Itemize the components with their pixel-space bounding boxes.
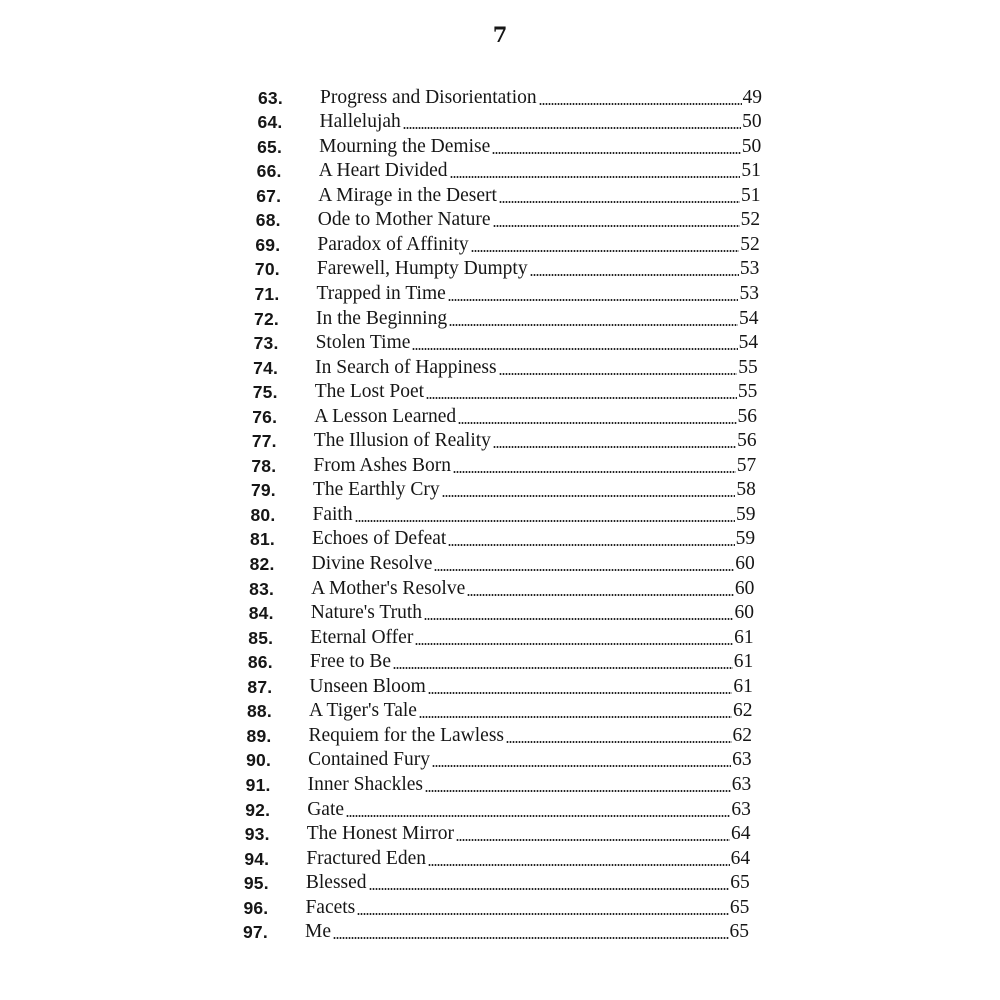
toc-entry: [248, 649, 753, 674]
entry-page-number: 52: [740, 233, 760, 255]
entry-number: 75.: [252, 382, 278, 403]
entry-title-wrap: [312, 553, 736, 575]
entry-number: 77.: [251, 431, 277, 452]
entry-number: 94.: [244, 848, 270, 869]
entry-title: Trapped in Time: [316, 282, 446, 304]
entry-page-number: 54: [739, 307, 759, 329]
entry-title-wrap: [320, 87, 743, 109]
entry-title-wrap: [309, 676, 733, 698]
entry-number: 72.: [254, 308, 279, 329]
entry-page-number: 53: [739, 282, 759, 304]
entry-title: In the Beginning: [316, 307, 448, 329]
entry-page-number: 61: [734, 626, 754, 648]
toc-entry: [254, 280, 758, 305]
dot-leader: [369, 888, 730, 890]
entry-number: 71.: [254, 283, 280, 304]
entry-page-number: 55: [738, 356, 758, 378]
entry-title: Stolen Time: [315, 332, 411, 354]
entry-page-number: 59: [736, 503, 756, 525]
toc-entry: [247, 698, 752, 723]
page-number: 7: [492, 22, 508, 47]
entry-title: A Tiger's Tale: [308, 700, 417, 722]
entry-title-wrap: [311, 578, 735, 600]
entry-title-wrap: [307, 799, 731, 821]
entry-title-wrap: [308, 774, 732, 796]
entry-title-wrap: [305, 897, 729, 919]
entry-page-number: 51: [741, 160, 761, 182]
entry-title: Inner Shackles: [307, 773, 423, 795]
entry-title: Eternal Offer: [310, 626, 414, 648]
dot-leader: [492, 152, 740, 154]
dot-leader: [471, 250, 740, 252]
entry-title-wrap: [317, 234, 740, 256]
entry-number: 79.: [250, 480, 276, 501]
entry-title-wrap: [307, 823, 731, 845]
entry-page-number: 60: [734, 577, 755, 599]
entry-title: The Honest Mirror: [306, 823, 455, 845]
entry-title-wrap: [316, 308, 739, 330]
entry-number: 86.: [247, 652, 273, 673]
entry-title: Fractured Eden: [306, 847, 426, 869]
entry-title: Faith: [312, 503, 353, 525]
entry-number: 87.: [247, 676, 273, 697]
dot-leader: [355, 520, 735, 522]
entry-title: Gate: [307, 798, 345, 820]
entry-number: 69.: [255, 234, 281, 255]
entry-title: Paradox of Affinity: [317, 233, 469, 255]
entry-number: 89.: [246, 725, 272, 746]
entry-number: 93.: [244, 824, 270, 845]
entry-page-number: 59: [735, 528, 756, 550]
entry-title: Echoes of Defeat: [312, 528, 447, 550]
entry-title: A Mirage in the Desert: [318, 184, 497, 206]
dot-leader: [456, 839, 730, 841]
entry-title-wrap: [305, 921, 730, 943]
toc-entry: [252, 403, 757, 428]
entry-page-number: 58: [736, 479, 756, 501]
toc-entry: [245, 796, 751, 821]
entry-title-wrap: [309, 700, 733, 722]
entry-title: The Lost Poet: [314, 381, 425, 403]
toc-entry: [249, 600, 754, 625]
entry-title: Blessed: [305, 872, 367, 894]
dot-leader: [453, 471, 736, 473]
entry-title-wrap: [318, 185, 741, 207]
dot-leader: [432, 765, 731, 767]
entry-page-number: 52: [740, 209, 761, 231]
entry-title-wrap: [316, 332, 739, 354]
entry-number: 91.: [245, 774, 271, 795]
toc-entry: [254, 305, 759, 330]
entry-title-wrap: [319, 136, 742, 158]
entry-number: 82.: [249, 554, 275, 575]
entry-number: 67.: [256, 185, 282, 206]
entry-number: 95.: [243, 873, 269, 894]
toc-entry: [256, 182, 760, 207]
dot-leader: [393, 667, 733, 669]
entry-title-wrap: [310, 627, 734, 649]
dot-leader: [424, 618, 733, 620]
entry-page-number: 53: [739, 258, 760, 280]
dot-leader: [506, 741, 732, 743]
entry-title: Mourning the Demise: [319, 135, 491, 157]
entry-title: The Illusion of Reality: [313, 430, 491, 452]
dot-leader: [458, 422, 736, 424]
entry-page-number: 56: [737, 430, 757, 452]
dot-leader: [530, 274, 739, 276]
entry-number: 90.: [246, 750, 272, 771]
entry-title-wrap: [310, 651, 734, 673]
dot-leader: [539, 103, 742, 105]
entry-title: Nature's Truth: [310, 602, 423, 624]
entry-number: 66.: [256, 161, 282, 182]
entry-title-wrap: [319, 160, 742, 182]
dot-leader: [346, 815, 730, 817]
dot-leader: [448, 544, 734, 546]
entry-title: The Earthly Cry: [312, 479, 440, 501]
entry-page-number: 62: [732, 724, 753, 746]
toc-entry: [244, 870, 750, 895]
entry-page-number: 65: [730, 872, 750, 894]
toc-entry: [243, 919, 749, 944]
entry-title: Progress and Disorientation: [320, 86, 537, 108]
entry-title: Unseen Bloom: [309, 675, 426, 697]
entry-title-wrap: [314, 430, 737, 452]
entry-page-number: 64: [731, 823, 751, 845]
toc-entry: [247, 722, 753, 747]
dot-leader: [493, 446, 736, 448]
toc-entry: [253, 379, 758, 404]
dot-leader: [428, 692, 732, 694]
entry-page-number: 61: [733, 651, 754, 673]
entry-title: In Search of Happiness: [315, 356, 497, 378]
entry-number: 74.: [253, 357, 279, 378]
toc-entry: [251, 501, 756, 526]
entry-title: A Mother's Resolve: [311, 577, 466, 599]
dot-leader: [499, 201, 740, 203]
entry-title: Divine Resolve: [311, 553, 433, 575]
entry-title-wrap: [318, 209, 741, 231]
entry-title-wrap: [315, 381, 738, 403]
entry-title-wrap: [315, 357, 738, 379]
entry-number: 70.: [254, 259, 280, 280]
entry-number: 83.: [249, 578, 275, 599]
entry-title: Farewell, Humpty Dumpty: [316, 258, 528, 280]
dot-leader: [450, 176, 741, 178]
dot-leader: [333, 937, 729, 939]
entry-number: 92.: [245, 799, 271, 820]
toc-entry: [251, 477, 756, 502]
toc-entry: [258, 84, 762, 109]
entry-number: 84.: [248, 603, 274, 624]
entry-title-wrap: [306, 848, 730, 870]
toc-entry: [244, 845, 750, 870]
entry-title: A Heart Divided: [318, 160, 448, 182]
entry-page-number: 63: [732, 749, 752, 771]
entry-title-wrap: [313, 504, 737, 526]
entry-title: Me: [305, 921, 331, 943]
entry-number: 81.: [250, 529, 275, 550]
entry-number: 85.: [248, 627, 274, 648]
toc-entry: [257, 133, 761, 158]
toc-entry: [247, 673, 752, 698]
entry-title-wrap: [317, 258, 740, 280]
toc-entry: [255, 256, 759, 281]
entry-title: Free to Be: [309, 651, 392, 673]
dot-leader: [412, 348, 737, 350]
toc-entry: [255, 231, 759, 256]
dot-leader: [415, 643, 733, 645]
toc-entry: [257, 158, 761, 183]
entry-page-number: 51: [740, 184, 761, 206]
entry-number: 80.: [250, 504, 276, 525]
dot-leader: [425, 790, 731, 792]
dot-leader: [493, 225, 740, 227]
entry-number: 96.: [243, 897, 269, 918]
toc-entry: [249, 575, 754, 600]
entry-title-wrap: [313, 455, 736, 477]
dot-leader: [448, 299, 739, 301]
entry-page-number: 57: [736, 454, 757, 476]
entry-page-number: 50: [742, 111, 762, 133]
dot-leader: [442, 495, 736, 497]
entry-title: Hallelujah: [319, 111, 401, 133]
entry-number: 68.: [255, 210, 281, 231]
entry-title: From Ashes Born: [313, 454, 451, 476]
entry-title-wrap: [320, 111, 743, 133]
dot-leader: [428, 864, 730, 866]
entry-title-wrap: [316, 283, 739, 305]
toc-entry: [256, 207, 760, 232]
toc-entry: [252, 428, 757, 453]
dot-leader: [403, 127, 741, 129]
toc-entry: [251, 452, 756, 477]
entry-title: Requiem for the Lawless: [308, 724, 505, 746]
entry-title: Ode to Mother Nature: [317, 209, 491, 231]
entry-page-number: 49: [742, 86, 762, 108]
toc-entry: [254, 330, 759, 355]
dot-leader: [434, 569, 734, 571]
entry-title-wrap: [311, 602, 735, 624]
entry-page-number: 54: [738, 332, 759, 354]
entry-page-number: 65: [729, 921, 749, 943]
entry-title-wrap: [312, 528, 736, 550]
entry-page-number: 64: [730, 847, 751, 869]
entry-title-wrap: [314, 406, 737, 428]
entry-page-number: 65: [729, 896, 750, 918]
entry-page-number: 60: [734, 602, 754, 624]
entry-page-number: 56: [737, 405, 757, 427]
entry-page-number: 63: [731, 798, 751, 820]
entry-page-number: 63: [731, 773, 752, 795]
entry-page-number: 55: [737, 381, 758, 403]
entry-title: Facets: [305, 896, 356, 918]
entry-page-number: 60: [735, 553, 755, 575]
entry-title-wrap: [306, 872, 730, 894]
entry-title: Contained Fury: [308, 749, 430, 771]
toc-entry: [246, 771, 752, 796]
toc-entry: [250, 550, 755, 575]
toc-entry: [243, 894, 749, 919]
toc-entry: [253, 354, 758, 379]
entry-number: 65.: [257, 136, 283, 157]
dot-leader: [467, 594, 734, 596]
entry-title-wrap: [308, 749, 732, 771]
entry-page-number: 62: [732, 700, 753, 722]
toc-entry: [250, 526, 755, 551]
entry-page-number: 50: [741, 135, 762, 157]
toc-entry: [258, 109, 762, 134]
entry-title-wrap: [313, 479, 736, 501]
entry-number: 78.: [251, 455, 277, 476]
dot-leader: [357, 913, 729, 915]
toc-entry: [245, 821, 751, 846]
entry-number: 64.: [257, 112, 283, 133]
entry-number: 73.: [253, 333, 279, 354]
entry-number: 88.: [246, 701, 272, 722]
toc-entry: [248, 624, 753, 649]
entry-page-number: 61: [733, 675, 753, 697]
toc-entry: [246, 747, 752, 772]
dot-leader: [499, 373, 738, 375]
entry-number: 97.: [243, 922, 268, 943]
entry-number: 76.: [252, 406, 278, 427]
entry-number: 63.: [258, 87, 283, 108]
dot-leader: [426, 397, 737, 399]
dot-leader: [449, 324, 738, 326]
dot-leader: [419, 716, 732, 718]
entry-title: A Lesson Learned: [314, 405, 457, 427]
entry-title-wrap: [309, 725, 733, 747]
